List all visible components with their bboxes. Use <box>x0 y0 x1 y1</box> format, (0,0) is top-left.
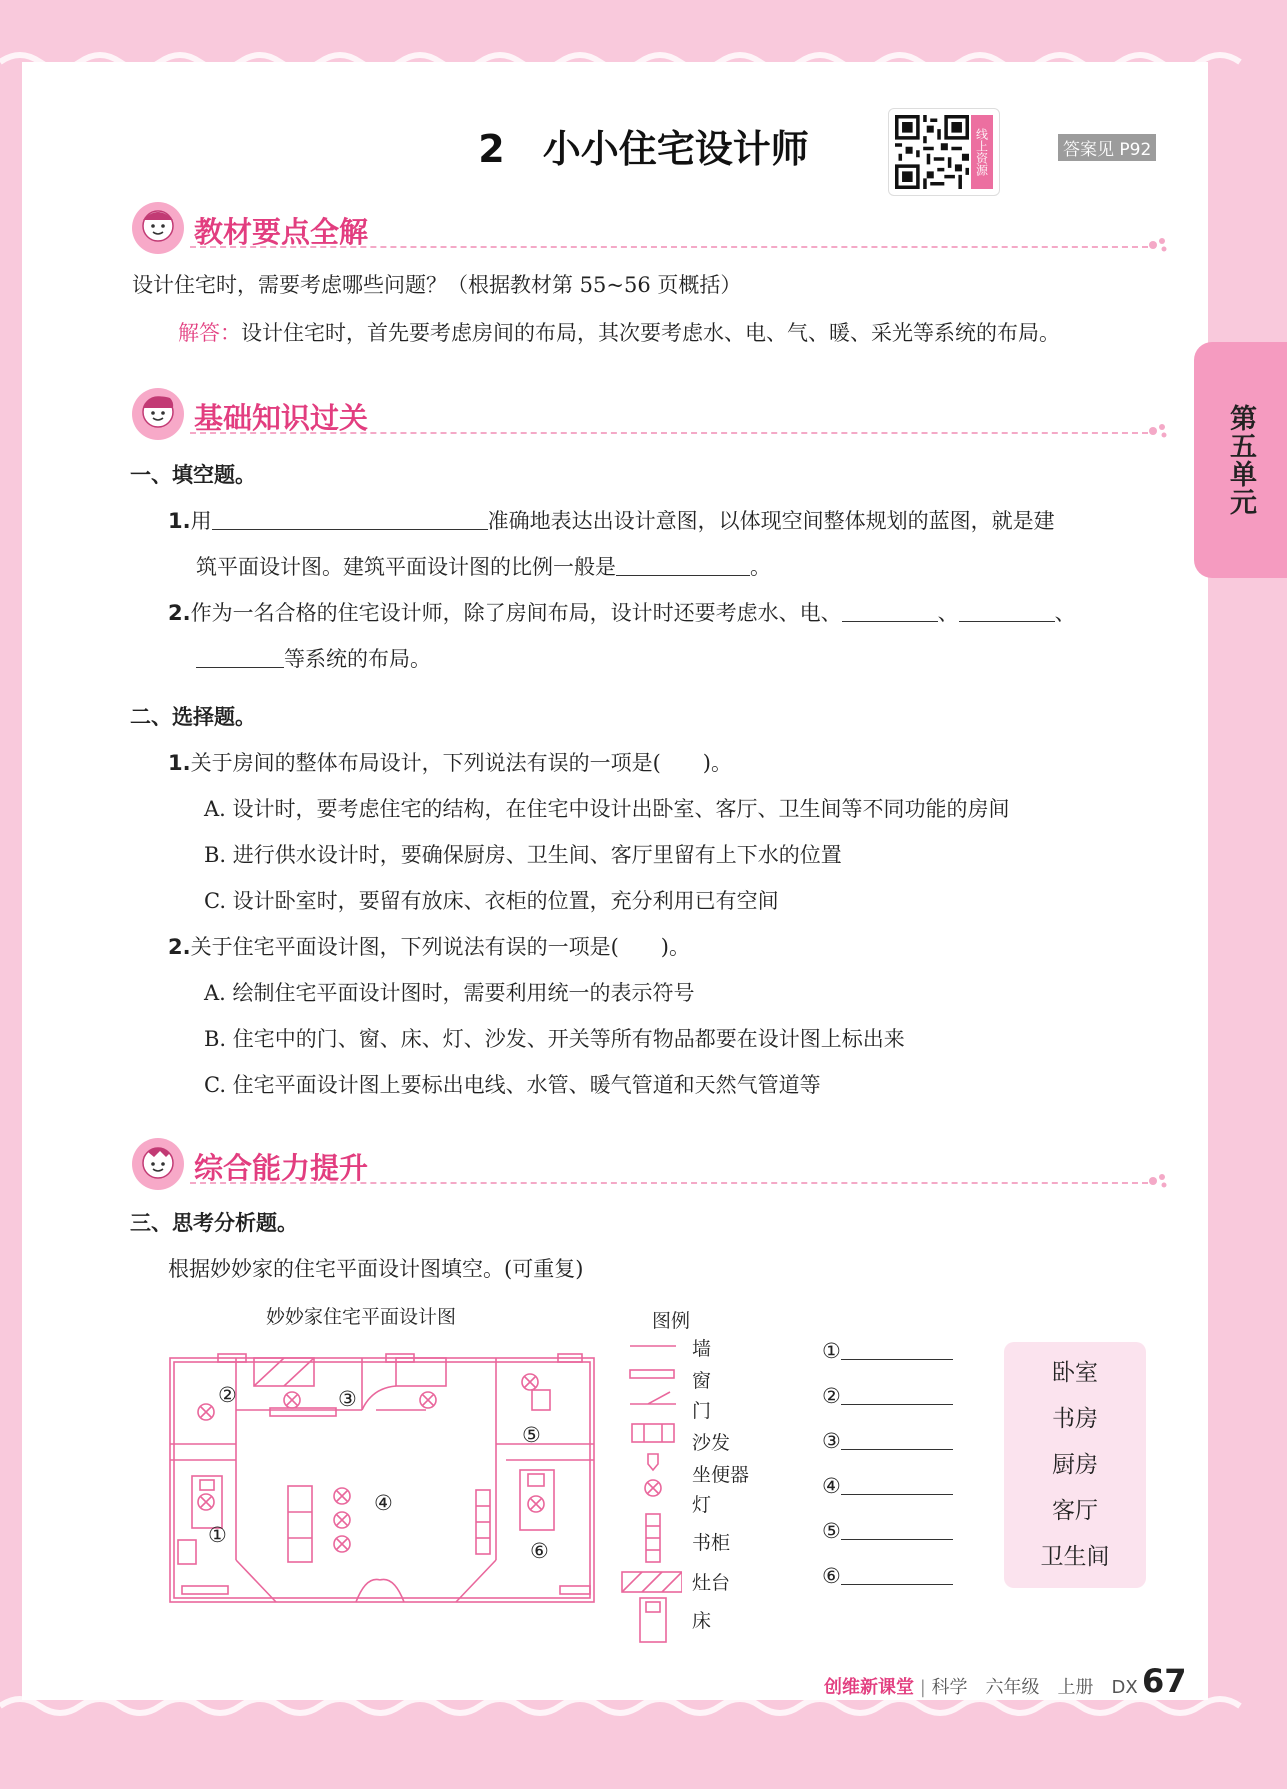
room-option: 书房 <box>1052 1406 1098 1432</box>
section-title: 基础知识过关 <box>194 401 369 435</box>
analysis-intro: 根据妙妙家的住宅平面设计图填空。(可重复) <box>168 1257 584 1281</box>
unit-tab[interactable] <box>1194 342 1287 578</box>
choice-option[interactable]: C. 住宅平面设计图上要标出电线、水管、暖气管道和天然气管道等 <box>204 1073 821 1097</box>
plan-mark-6: ⑥ <box>530 1539 549 1563</box>
question-text: 关于住宅平面设计图，下列说法有误的一项是( )。 <box>190 935 690 959</box>
legend-label: 书柜 <box>692 1532 731 1554</box>
legend-label: 坐便器 <box>692 1464 750 1486</box>
question-text: 、 <box>937 601 959 625</box>
sofa-symbol-icon <box>632 1424 674 1442</box>
choice-option[interactable]: A. 绘制住宅平面设计图时，需要利用统一的表示符号 <box>204 981 695 1005</box>
window-symbol-icon <box>630 1370 674 1378</box>
section-divider <box>190 1182 1148 1184</box>
question-text: 作为一名合格的住宅设计师，除了房间布局，设计时还要考虑水、电、 <box>190 601 842 625</box>
answer-number: ⑤ <box>822 1519 841 1543</box>
legend-label: 墙 <box>692 1338 712 1360</box>
legend-title: 图例 <box>652 1310 691 1332</box>
room-option: 卫生间 <box>1040 1544 1110 1570</box>
page-number: 67 <box>1142 1662 1187 1700</box>
choice-option[interactable]: B. 住宅中的门、窗、床、灯、沙发、开关等所有物品都要在设计图上标出来 <box>204 1027 905 1051</box>
question-text: 等系统的布局。 <box>284 647 431 671</box>
section-title: 综合能力提升 <box>194 1151 369 1185</box>
fill-question-2-line2 <box>196 646 431 673</box>
qr-code-icon <box>895 115 969 189</box>
answer-line-3 <box>822 1428 953 1455</box>
question-text: 筑平面设计图。建筑平面设计图的比例一般是 <box>196 555 616 579</box>
lamp-icons <box>198 1374 544 1552</box>
page-title: 2 小小住宅设计师 <box>478 127 809 171</box>
cartoon-kid-icon <box>130 386 186 442</box>
plan-mark-5: ⑤ <box>522 1423 541 1447</box>
choice-option[interactable]: B. 进行供水设计时，要确保厨房、卫生间、客厅里留有上下水的位置 <box>204 843 842 867</box>
answer-line-2 <box>822 1383 953 1410</box>
section-divider <box>190 246 1148 248</box>
legend-symbols <box>620 1334 682 1644</box>
choice-option[interactable]: C. 设计卧室时，要留有放床、衣柜的位置，充分利用已有空间 <box>204 889 779 913</box>
footer-brand: 创维新课堂 <box>824 1677 914 1698</box>
choice-option[interactable]: A. 设计时，要考虑住宅的结构，在住宅中设计出卧室、客厅、卫生间等不同功能的房间 <box>204 797 1010 821</box>
answer-number: ⑥ <box>822 1564 841 1588</box>
door-symbol-icon <box>630 1392 676 1404</box>
answer-number: ② <box>822 1384 841 1408</box>
legend-label: 床 <box>692 1610 712 1632</box>
room-option: 厨房 <box>1052 1452 1098 1478</box>
decor-dots-icon <box>1148 236 1170 254</box>
answer-text: 设计住宅时，首先要考虑房间的布局，其次要考虑水、电、气、暖、采光等系统的布局。 <box>241 321 1060 345</box>
question-text: 用 <box>190 509 212 533</box>
bed-symbol-icon <box>640 1598 666 1642</box>
part-title-fill: 一、填空题。 <box>130 463 256 487</box>
decor-dots-icon <box>1148 422 1170 440</box>
question-text: 准确地表达出设计意图，以体现空间整体规划的蓝图，就是建 <box>487 509 1055 533</box>
answer-label: 解答： <box>178 321 241 345</box>
section-divider <box>190 432 1148 434</box>
part-title-choice: 二、选择题。 <box>130 705 256 729</box>
answer-line-5 <box>822 1518 953 1545</box>
legend-label: 窗 <box>692 1370 712 1392</box>
decor-dots-icon <box>1148 1172 1170 1190</box>
room-options-box <box>1004 1342 1146 1588</box>
question-text: 、 <box>1054 601 1076 625</box>
footer-info: 科学 六年级 上册 DX <box>931 1677 1138 1698</box>
textbook-answer <box>178 320 1060 347</box>
answer-blank[interactable] <box>841 1383 953 1405</box>
choice-question-1 <box>168 750 732 777</box>
answer-blank[interactable] <box>212 508 488 530</box>
answer-number: ① <box>822 1339 841 1363</box>
fill-question-2-line1 <box>168 600 1076 627</box>
floor-plan-title: 妙妙家住宅平面设计图 <box>266 1306 457 1328</box>
answer-reference-badge: 答案见 P92 <box>1058 134 1156 161</box>
answer-blank[interactable] <box>841 1563 953 1585</box>
plan-mark-3: ③ <box>338 1387 357 1411</box>
plan-mark-1: ① <box>208 1523 227 1547</box>
choice-question-2 <box>168 934 690 961</box>
legend-label: 灯 <box>692 1494 712 1516</box>
fill-question-1-line1 <box>168 508 1055 535</box>
answer-blank[interactable] <box>842 600 938 622</box>
cartoon-kid-icon <box>130 1136 186 1192</box>
qr-resource-tag: 线上资源 <box>971 115 993 189</box>
answer-blank[interactable] <box>841 1428 953 1450</box>
section-header-basics <box>130 386 1170 442</box>
answer-blank[interactable] <box>959 600 1055 622</box>
unit-tab-label: 第五单元 <box>1225 404 1256 516</box>
legend-label: 灶台 <box>692 1572 731 1594</box>
section-header-textbook <box>130 200 1170 256</box>
cartoon-kid-icon <box>130 200 186 256</box>
question-number: 1. <box>168 509 191 533</box>
room-option: 卧室 <box>1052 1360 1098 1386</box>
qr-code-block[interactable] <box>888 108 1000 196</box>
answer-blank[interactable] <box>196 646 284 668</box>
question-number: 1. <box>168 751 191 775</box>
question-number: 2. <box>168 601 191 625</box>
plan-mark-4: ④ <box>374 1491 393 1515</box>
answer-number: ④ <box>822 1474 841 1498</box>
question-text: 。 <box>750 555 771 579</box>
part-title-analysis: 三、思考分析题。 <box>130 1211 298 1235</box>
answer-line-4 <box>822 1473 953 1500</box>
answer-blank[interactable] <box>841 1338 953 1360</box>
section-header-ability <box>130 1136 1170 1192</box>
toilet-symbol-icon <box>648 1454 658 1470</box>
answer-blank[interactable] <box>616 554 750 576</box>
footer: 创维新课堂 | 科学 六年级 上册 DX <box>824 1677 1138 1698</box>
answer-blank[interactable] <box>841 1473 953 1495</box>
room-option: 客厅 <box>1052 1498 1098 1524</box>
answer-line-6 <box>822 1563 953 1590</box>
answer-blank[interactable] <box>841 1518 953 1540</box>
answer-line-1 <box>822 1338 953 1365</box>
plan-mark-2: ② <box>218 1383 237 1407</box>
legend-label: 沙发 <box>692 1432 731 1454</box>
question-text: 关于房间的整体布局设计，下列说法有误的一项是( )。 <box>190 751 732 775</box>
section-title: 教材要点全解 <box>194 215 369 249</box>
answer-number: ③ <box>822 1429 841 1453</box>
question-number: 2. <box>168 935 191 959</box>
legend-label: 门 <box>692 1400 712 1422</box>
textbook-question: 设计住宅时，需要考虑哪些问题？（根据教材第 55~56 页概括） <box>132 273 742 297</box>
fill-question-1-line2 <box>196 554 771 581</box>
